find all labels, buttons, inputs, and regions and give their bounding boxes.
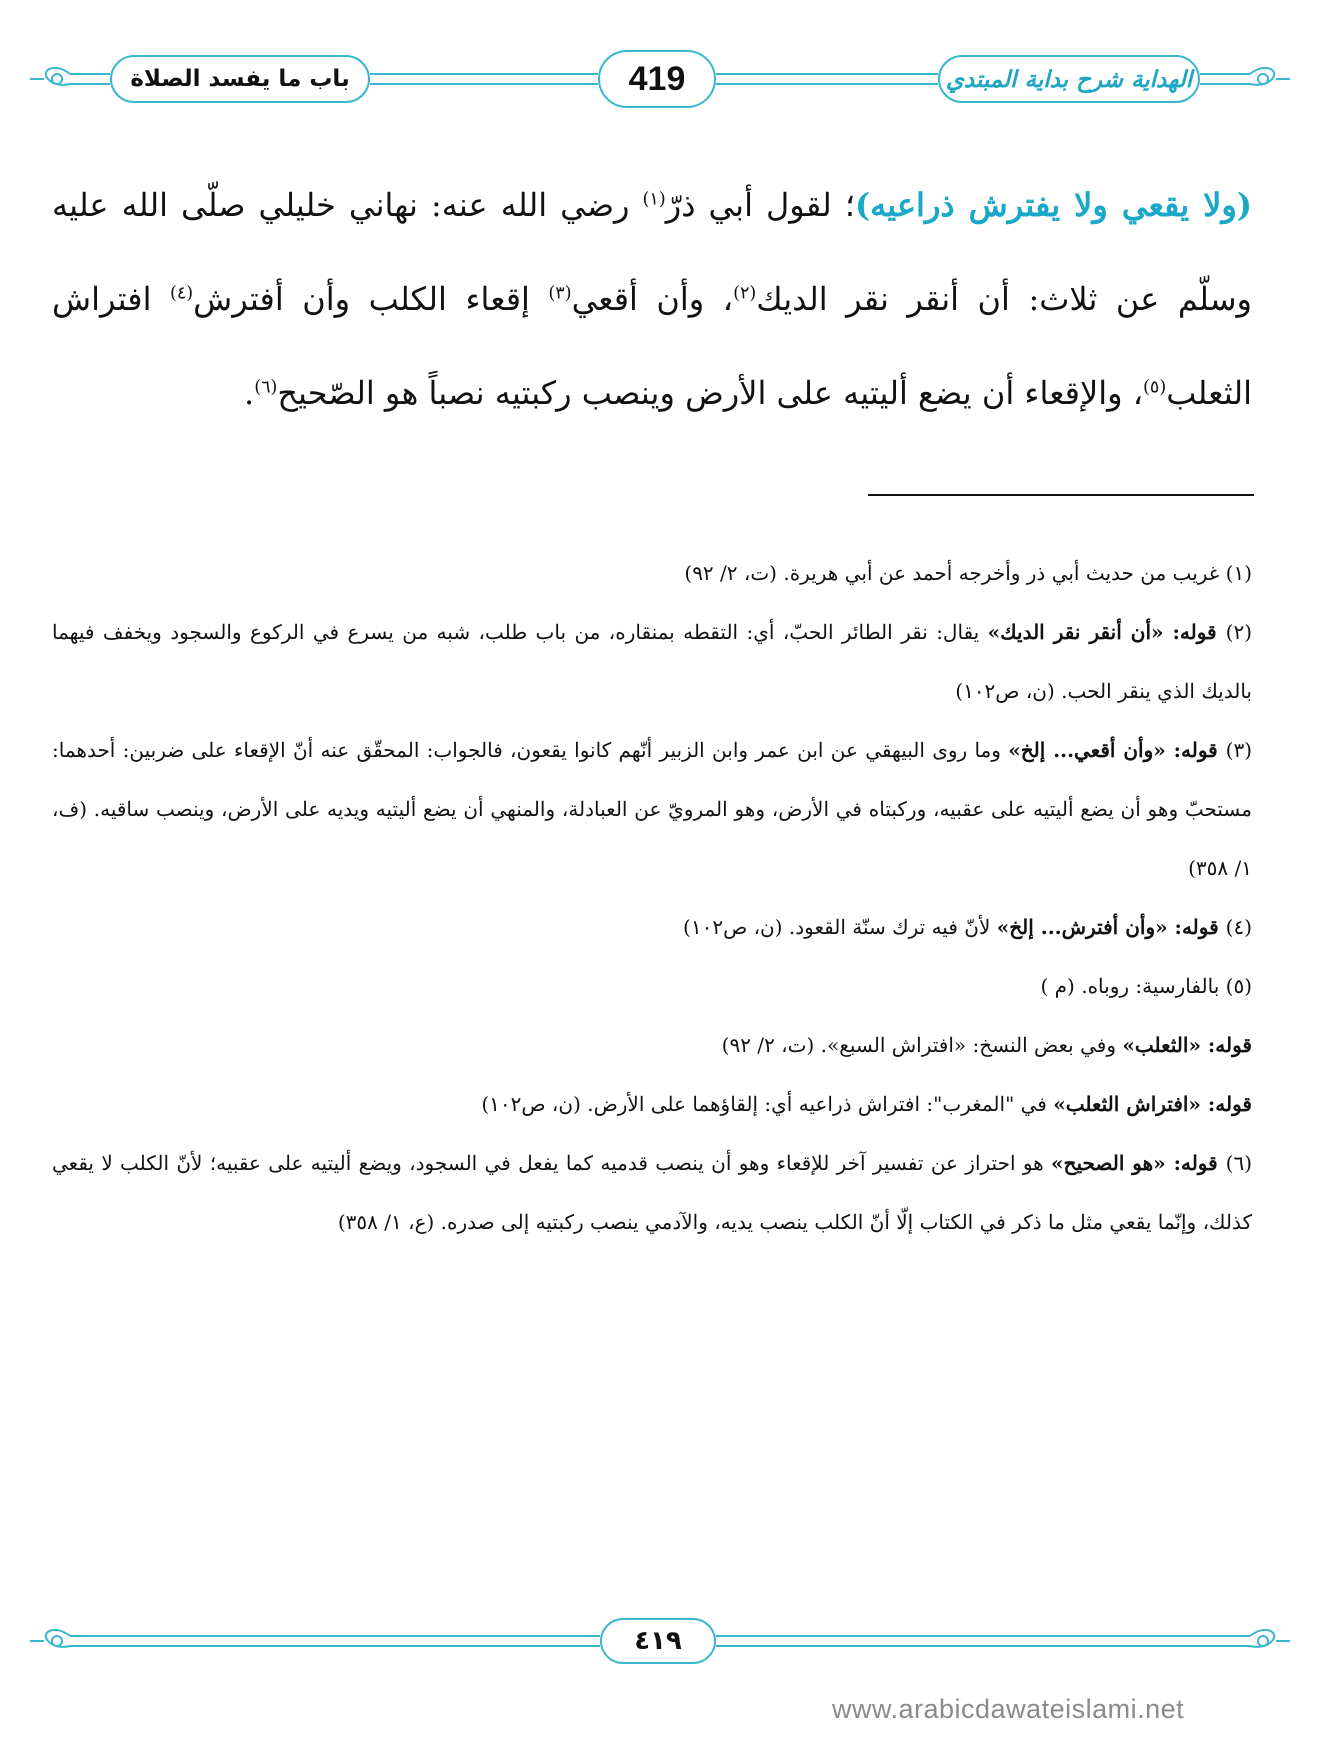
footnote-text: وفي بعض النسخ: «افتراش السبع». (ت، ٢/ ٩٢) [721,1033,1123,1057]
website-url[interactable]: www.arabicdawateislami.net [832,1694,1185,1724]
footnote-label: قوله: «افتراش الثعلب» [1053,1092,1252,1116]
footnote-1 [52,544,1252,603]
matn-highlight: (ولا يقعي ولا يفترش ذراعيه) [855,186,1253,224]
footnote-ref-6[interactable]: (٦) [254,377,278,398]
footnote-label: قوله: «الثعلب» [1122,1033,1252,1057]
chapter-title: باب ما يفسد الصلاة [110,55,370,103]
footnote-number: (٤) [1225,915,1252,939]
footnote-5b [52,1016,1252,1075]
footnote-label: قوله: «هو الصحيح» [1051,1151,1226,1175]
main-text-b: رضي الله عنه: نهاني خليلي صلّى الله عليه وسلّم عن ثلاث: أن أنقر نقر الديك [52,186,1252,318]
footnote-ref-5[interactable]: (٥) [1143,377,1167,398]
main-text [52,158,1252,440]
footnote-5 [52,957,1252,1016]
footnote-ref-4[interactable]: (٤) [169,283,194,304]
footnote-label: قوله: «أن أنقر نقر الديك» [987,620,1226,644]
footnote-6 [52,1134,1252,1252]
footnote-text: هو احتراز عن تفسير آخر للإقعاء وهو أن ينصب قدميه كما يفعل في السجود، ويضع أليتيه على عقبيه؛ لأنّ الكلب لا يقعي كذلك، وإنّما يقعي مثل ما ذكر في الكتاب إلّا أنّ الكلب ينصب يديه، والآدمي ينصب ركبتيه إلى صدره. (ع، ١/ ٣٥٨) [52,1151,1252,1234]
main-text-e: افتراش الثعلب [52,280,1252,412]
footnote-text: غريب من حديث أبي ذر وأخرجه أحمد عن أبي هريرة. (ت، ٢/ ٩٢) [684,561,1226,585]
page-footer [0,1610,1320,1680]
footnote-number: (٢) [1225,620,1252,644]
footnote-text: بالفارسية: روباه. (م ) [1040,974,1226,998]
footer-page-number: ٤١٩ [600,1618,716,1664]
footnote-ref-3[interactable]: (٣) [548,283,572,304]
header-page-number: 419 [598,50,716,108]
main-paragraph [52,158,1252,440]
footnote-4 [52,898,1252,957]
footnote-number: (١) [1225,561,1252,585]
main-text-g: . [244,374,255,412]
footnote-divider [868,494,1254,496]
footnote-text: لأنّ فيه ترك سنّة القعود. (ن، ص١٠٢) [683,915,997,939]
book-title: الهداية شرح بداية المبتدي [938,55,1200,103]
main-text-f: ، والإقعاء أن يضع أليتيه على الأرض وينصب ركبتيه نصباً هو الصّحيح [277,374,1144,412]
footnote-ref-1[interactable]: (١) [642,189,666,210]
footnote-text: وما روى البيهقي عن ابن عمر وابن الزبير أنّهم كانوا يقعون، فالجواب: المحقّق عنه أنّ الإقعاء على ضربين: أحدهما: مستحبّ وهو أن يضع أليتيه على عقبيه، وركبتاه في الأرض، وهو المرويّ عن العبادلة، والمنهي أن يضع أليتيه ويديه على الأرض، وينصب ساقيه. (ف، ١/ ٣٥٨) [52,738,1252,880]
footnote-number: (٦) [1225,1151,1253,1175]
footnote-label: قوله: «وأن أقعي... إلخ» [1008,738,1226,762]
main-text-a: ؛ لقول أبي ذرّ [665,186,855,224]
footnote-ref-2[interactable]: (٢) [733,283,757,304]
footnote-number: (٣) [1225,738,1253,762]
footnote-text: يقال: نقر الطائر الحبّ، أي: التقطه بمنقاره، من باب طلب، شبه من يسرع في الركوع والسجود ويخفف فيهما بالديك الذي ينقر الحب. (ن، ص١٠٢) [52,620,1252,703]
footnote-text: في "المغرب": افتراش ذراعيه أي: إلقاؤهما على الأرض. (ن، ص١٠٢) [481,1092,1054,1116]
footnote-label: قوله: «وأن أفترش... إلخ» [996,915,1226,939]
footnote-5c [52,1075,1252,1134]
footnote-3 [52,721,1252,898]
main-text-d: إقعاء الكلب وأن أفترش [193,280,549,318]
main-text-c: ، وأن أقعي [571,280,734,318]
footnotes [52,544,1252,1252]
footnote-2 [52,603,1252,721]
footnote-number: (٥) [1225,974,1252,998]
page-header [0,0,1320,140]
